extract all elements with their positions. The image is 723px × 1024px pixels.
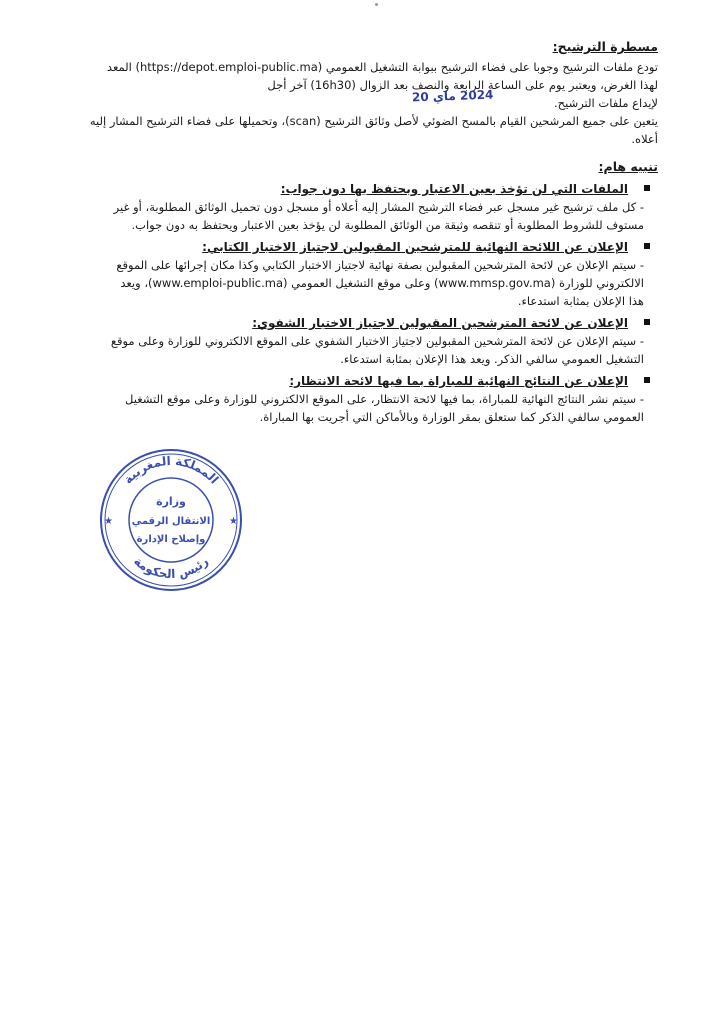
notice-heading-text: الإعلان عن لائحة المترشحين المقبولين لاجتياز الاختبار الشفوي: [252, 316, 628, 330]
procedure-paragraph-line: لإيداع ملفات الترشيح. [554, 96, 658, 110]
seal-inner-line: وزارة [156, 495, 186, 508]
section-title-important-notice: تنبيه هام: [598, 159, 658, 174]
seal-inner-line: وإصلاح الإدارة [136, 534, 206, 545]
notice-heading [58, 238, 658, 256]
scan-paragraph-line: يتعين على جميع المرشحين القيام بالمسح الضوئي لأصل وثائق الترشيح (scan)، وتحميلها على فضاء الترشيح المشار إليه [89, 114, 658, 128]
bullet-square-icon [644, 243, 650, 249]
notice-heading-text: الإعلان عن اللائحة النهائية للمترشحين المقبولين لاجتياز الاختبار الكتابي: [202, 240, 628, 254]
bullet-square-icon [644, 185, 650, 191]
notice-heading [58, 180, 658, 198]
bullet-square-icon [644, 319, 650, 325]
notice-heading-text: الملفات التي لن تؤخذ بعين الاعتبار وبحتفظ بها دون جواب: [280, 182, 628, 196]
notice-line: - سيتم نشر النتائج النهائية للمباراة، بما فيها لائحة الانتظار، على الموقع الالكتروني للوزارة وعلى موقع التشغيل [125, 392, 644, 406]
notice-heading-text: الإعلان عن النتائج النهائية للمباراة بما فيها لائحة الانتظار: [289, 374, 628, 388]
notice-line: العمومي سالفي الذكر كما ستعلق بمقر الوزارة وبالأماكن التي أجريت بها المباراة. [259, 410, 644, 424]
notice-line: - كل ملف ترشيح غير مسجل عبر فضاء الترشيح المشار إليه أعلاه أو مسجل دون تحميل الوثائق المطلوبة، أو غير [113, 200, 644, 214]
notice-line: الالكتروني للوزارة (www.mmsp.gov.ma) وعلى موقع التشغيل العمومي (www.emploi-public.ma)، ويعد [120, 276, 644, 290]
seal-inner-line: الانتقال الرقمي [131, 516, 211, 527]
notice-item [58, 180, 658, 234]
seal-star-icon: ★ [229, 516, 238, 527]
bullet-square-icon [644, 377, 650, 383]
notice-item [58, 372, 658, 426]
section-title-application-procedure: مسطرة الترشيح: [552, 39, 658, 54]
seal-outer-top-text: المملكة المغربية [120, 453, 222, 487]
notice-line: - سيتم الإعلان عن لائحة المترشحين المقبولين لاجتياز الاختبار الشفوي على الموقع الالكتروني للوزارة وعلى موقع [110, 334, 644, 348]
seal-outer-bottom-text: رئيس الحكومة [131, 554, 211, 582]
procedure-paragraph-line: تودع ملفات الترشيح وجوبا على فضاء الترشيح ببوابة التشغيل العمومي (https://depot.emploi-public.ma) المعد [106, 60, 658, 74]
notice-item [58, 314, 658, 368]
procedure-paragraph-line: لهذا الغرض، ويعتبر يوم على الساعة الرابعة والنصف بعد الزوال (16h30) آخر أجل [267, 78, 658, 92]
notice-line: - سيتم الإعلان عن لائحة المترشحين المقبولين بصفة نهائية لاجتياز الاختبار الكتابي وكذا مكان إجرائها على الموقع [116, 258, 644, 272]
notice-item [58, 238, 658, 310]
notice-line: مستوف للشروط المطلوبة أو تنقصه وثيقة من الوثائق المطلوبة لن يؤخذ بعين الاعتبار ويحتفظ به دون جواب. [131, 218, 644, 232]
notice-line: التشغيل العمومي سالفي الذكر. ويعد هذا الإعلان بمثابة استدعاء. [340, 352, 644, 366]
notice-heading [58, 372, 658, 390]
date-stamp: 2024 ماي 20 [411, 87, 494, 105]
scan-paragraph-line: أعلاه. [631, 132, 658, 146]
seal-star-icon: ★ [104, 516, 113, 527]
notice-heading [58, 314, 658, 332]
notice-line: هذا الإعلان بمثابة استدعاء. [517, 294, 644, 308]
scan-dot [375, 3, 378, 6]
ministry-seal [96, 445, 246, 595]
document-body [58, 38, 658, 426]
